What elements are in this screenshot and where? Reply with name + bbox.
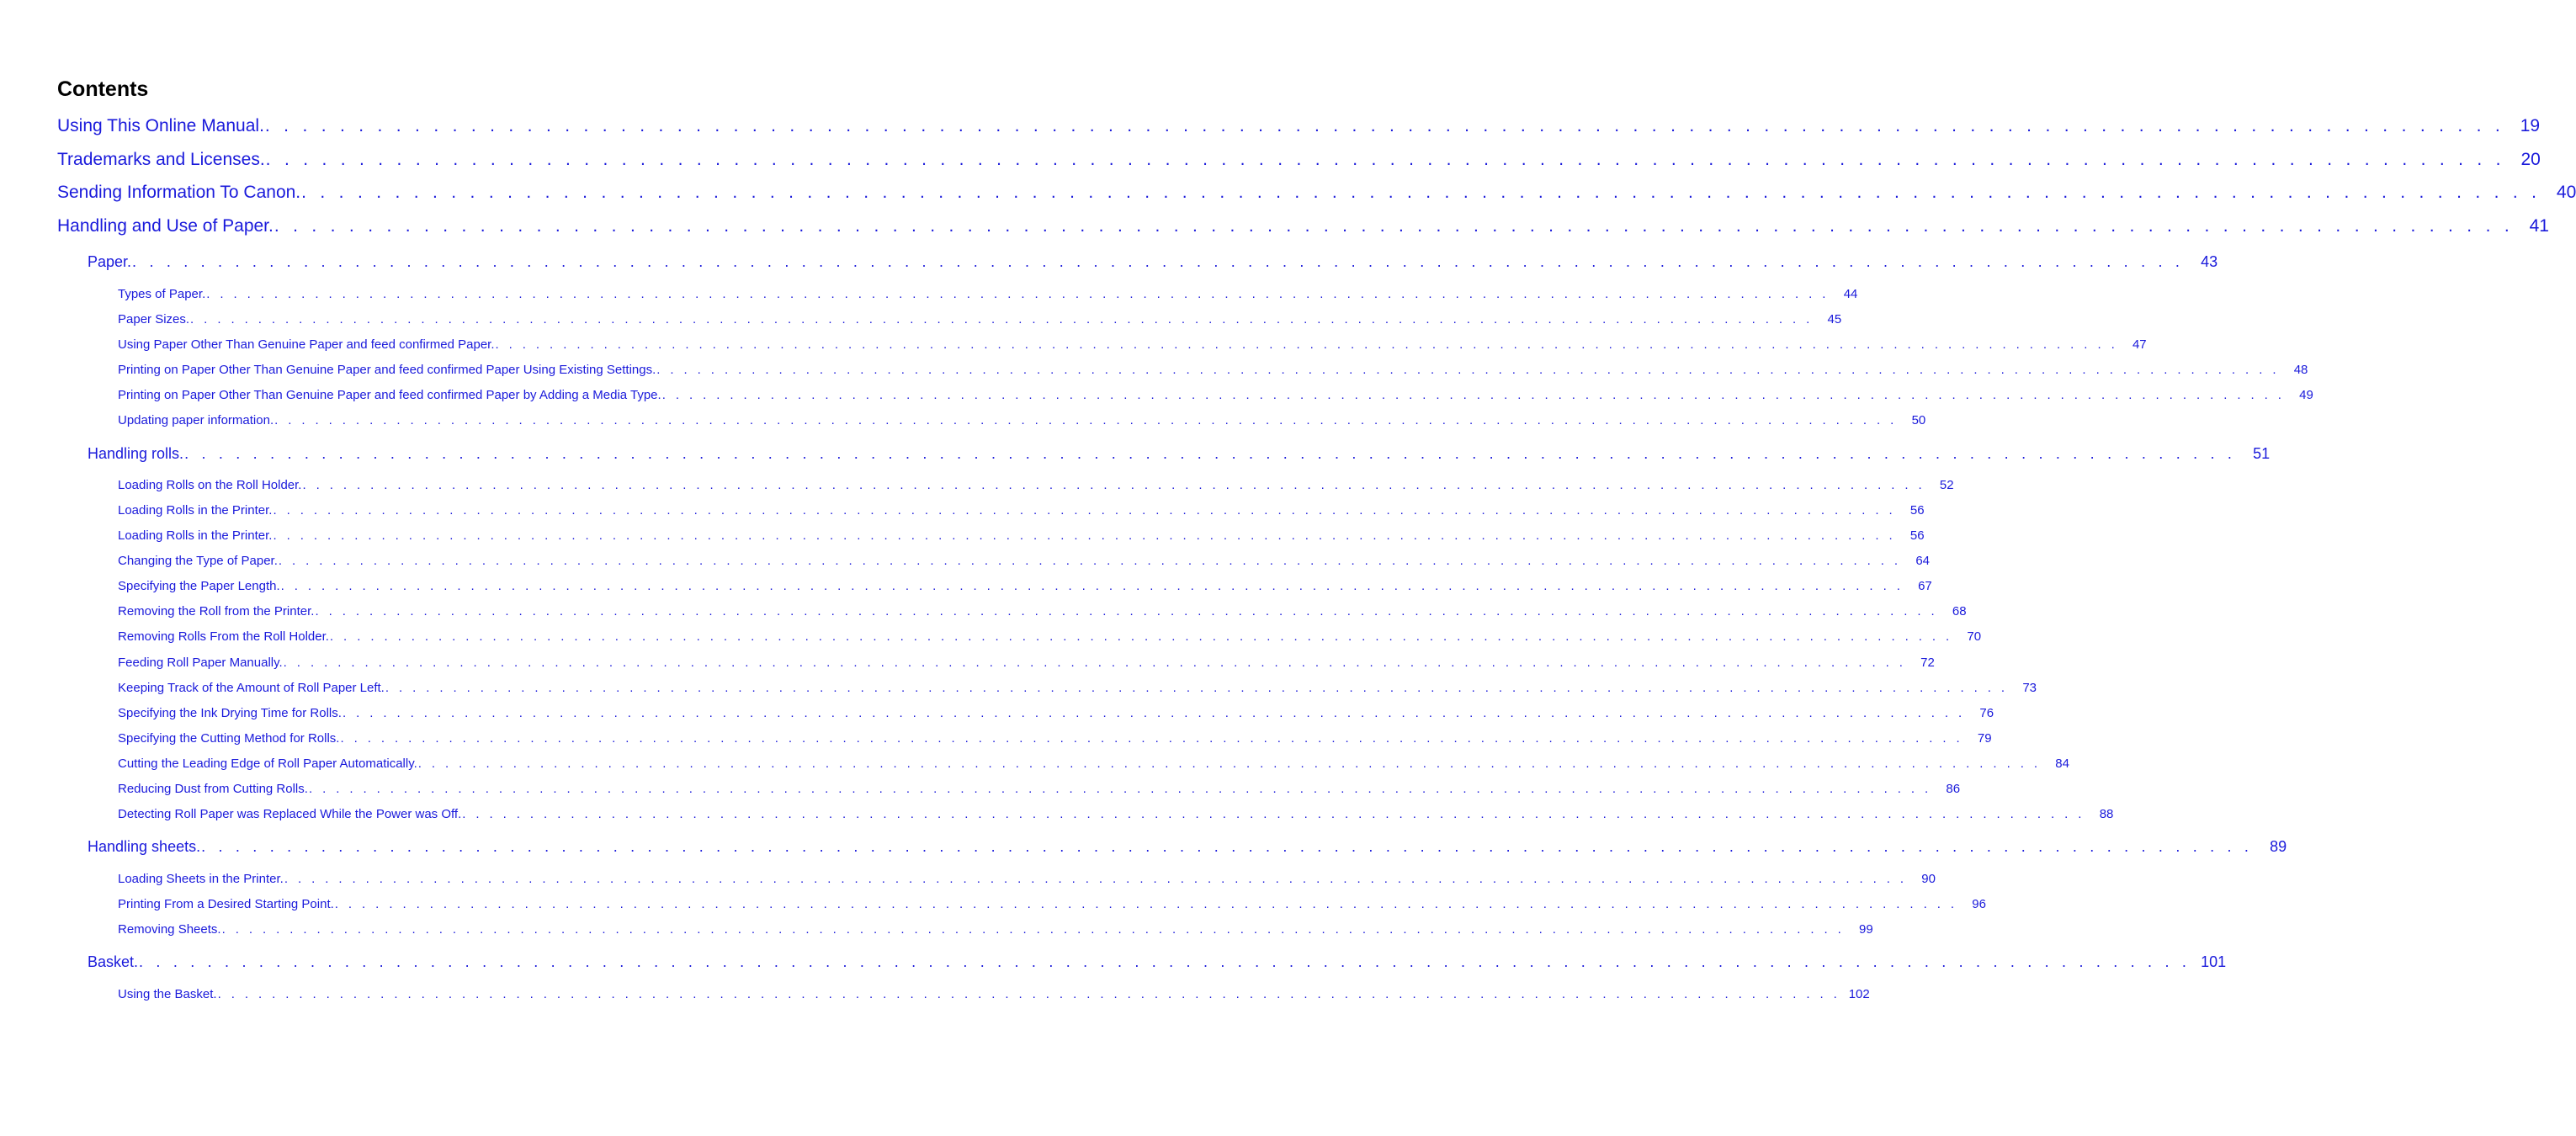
toc-entry-page-number: 49 xyxy=(2299,388,2313,402)
toc-entry-label: Paper Sizes. xyxy=(118,312,190,326)
toc-entry-level-3[interactable] xyxy=(118,312,1842,326)
toc-entry-label: Using the Basket. xyxy=(118,987,217,1001)
dot-leader: . . . . . . . . . . . . . . . . . . . . . . . . . . . . . . . . . . . . . . . . . . . . . . . . . . . . . . . . . . . . . . . . . . . . . . . . . . . . . . . . . . . . . . . . . . . . . . . . . . . . . . . . . . . . . . . . . . . . . . . . xyxy=(221,922,1845,937)
dot-leader: . . . . . . . . . . . . . . . . . . . . . . . . . . . . . . . . . . . . . . . . . . . . . . . . . . . . . . . . . . . . . . . . . . . . . . . . . . . . . . . . . . . . . . . . . . . . . . . . . . . . . . . . . . . . . . . . . . . . . . . . xyxy=(283,656,1906,670)
toc-entry-page-number: 52 xyxy=(1939,478,1954,492)
toc-entry-level-3[interactable] xyxy=(118,287,1858,301)
toc-entry-label: Sending Information To Canon. xyxy=(57,183,301,202)
toc-entry-page-number: 47 xyxy=(2132,337,2147,352)
toc-entry-level-3[interactable] xyxy=(118,629,1982,644)
toc-entry-page-number: 56 xyxy=(1909,528,1925,543)
dot-leader: . . . . . . . . . . . . . . . . . . . . . . . . . . . . . . . . . . . . . . . . . . . . . . . . . . . . . . . . . . . . . . . . . . . . . . . . . . . . . . . . . . . . . . . . . . . . . . . . . . . . . . . . . . . . . . . . . . . . . . . . xyxy=(132,253,2185,270)
toc-entry-label: Detecting Roll Paper was Replaced While the Power was Off. xyxy=(118,807,462,821)
toc-entry-label: Removing Rolls From the Roll Holder. xyxy=(118,629,329,644)
toc-entry-level-3[interactable] xyxy=(118,579,1932,593)
dot-leader: . . . . . . . . . . . . . . . . . . . . . . . . . . . . . . . . . . . . . . . . . . . . . . . . . . . . . . . . . . . . . . . . . . . . . . . . . . . . . . . . . . . . . . . . . . . . . . . . . . . . . . . . . . . . . . . . . . . . . . . . xyxy=(190,312,1814,326)
toc-entry-label: Loading Rolls on the Roll Holder. xyxy=(118,478,302,492)
dot-leader: . . . . . . . . . . . . . . . . . . . . . . . . . . . . . . . . . . . . . . . . . . . . . . . . . . . . . . . . . . . . . . . . . . . . . . . . . . . . . . . . . . . . . . . . . . . . . . . . . . . . . . . . . . . . . . . . . . . . . . . . xyxy=(334,897,1957,911)
toc-entry-level-2[interactable] xyxy=(88,253,2218,271)
toc-entry-label: Loading Rolls in the Printer. xyxy=(118,528,273,543)
toc-entry-page-number: 102 xyxy=(1848,987,1870,1001)
dot-leader: . . . . . . . . . . . . . . . . . . . . . . . . . . . . . . . . . . . . . . . . . . . . . . . . . . . . . . . . . . . . . . . . . . . . . . . . . . . . . . . . . . . . . . . . . . . . . . . . . . . . . . . . . . . . . . . . . . . . . . . . xyxy=(206,287,1830,301)
toc-entry-label: Loading Rolls in the Printer. xyxy=(118,503,273,518)
toc-entry-page-number: 90 xyxy=(1921,872,1936,886)
toc-entry-level-3[interactable] xyxy=(118,656,1935,670)
toc-entry-page-number: 86 xyxy=(1946,782,1961,796)
dot-leader: . . . . . . . . . . . . . . . . . . . . . . . . . . . . . . . . . . . . . . . . . . . . . . . . . . . . . . . . . . . . . . . . . . . . . . . . . . . . . . . . . . . . . . . . . . . . . . . . . . . . . . . . . . . . . . . . . . . . . . . . xyxy=(280,579,1904,593)
toc-entry-label: Specifying the Cutting Method for Rolls. xyxy=(118,731,340,746)
dot-leader: . . . . . . . . . . . . . . . . . . . . . . . . . . . . . . . . . . . . . . . . . . . . . . . . . . . . . . . . . . . . . . . . . . . . . . . . . . . . . . . . . . . . . . . . . . . . . . . . . . . . . . . . . . . . . . . . . . . . . . . . xyxy=(385,681,2008,695)
toc-entry-page-number: 96 xyxy=(1972,897,1986,911)
toc-entry-label: Changing the Type of Paper. xyxy=(118,554,278,568)
toc-entry-page-number: 99 xyxy=(1859,922,1873,937)
toc-entry-page-number: 19 xyxy=(2520,116,2541,135)
dot-leader: . . . . . . . . . . . . . . . . . . . . . . . . . . . . . . . . . . . . . . . . . . . . . . . . . . . . . . . . . . . . . . . . . . . . . . . . . . . . . . . . . . . . . . . . . . . . . . . . . . . . . . . . . . . . . . . . . . . . . . . . xyxy=(417,756,2041,771)
toc-entry-level-3[interactable] xyxy=(118,756,2069,771)
dot-leader: . . . . . . . . . . . . . . . . . . . . . . . . . . . . . . . . . . . . . . . . . . . . . . . . . . . . . . . . . . . . . . . . . . . . . . . . . . . . . . . . . . . . . . . . . . . . . . . . . . . . . . . . . . . . . . . . . . . . . . . . xyxy=(264,116,2505,135)
toc-entry-level-3[interactable] xyxy=(118,413,1926,427)
dot-leader: . . . . . . . . . . . . . . . . . . . . . . . . . . . . . . . . . . . . . . . . . . . . . . . . . . . . . . . . . . . . . . . . . . . . . . . . . . . . . . . . . . . . . . . . . . . . . . . . . . . . . . . . . . . . . . . . . . . . . . . . xyxy=(265,150,2505,169)
toc-entry-page-number: 67 xyxy=(1918,579,1932,593)
toc-entry-level-3[interactable] xyxy=(118,922,1873,937)
dot-leader: . . . . . . . . . . . . . . . . . . . . . . . . . . . . . . . . . . . . . . . . . . . . . . . . . . . . . . . . . . . . . . . . . . . . . . . . . . . . . . . . . . . . . . . . . . . . . . . . . . . . . . . . . . . . . . . . . . . . . . . . xyxy=(342,706,1966,720)
toc-entry-label: Types of Paper. xyxy=(118,287,206,301)
toc-entry-page-number: 101 xyxy=(2201,953,2227,970)
dot-leader: . . . . . . . . . . . . . . . . . . . . . . . . . . . . . . . . . . . . . . . . . . . . . . . . . . . . . . . . . . . . . . . . . . . . . . . . . . . . . . . . . . . . . . . . . . . . . . . . . . . . . . . . . . . . . . . . . . . . . . . . xyxy=(462,807,2085,821)
toc-entry-level-3[interactable] xyxy=(118,987,1870,1001)
dot-leader: . . . . . . . . . . . . . . . . . . . . . . . . . . . . . . . . . . . . . . . . . . . . . . . . . . . . . . . . . . . . . . . . . . . . . . . . . . . . . . . . . . . . . . . . . . . . . . . . . . . . . . . . . . . . . . . . . . . . . . . . xyxy=(217,987,1840,1001)
toc-entry-level-3[interactable] xyxy=(118,604,1967,618)
toc-entry-level-3[interactable] xyxy=(118,807,2114,821)
toc-entry-label: Reducing Dust from Cutting Rolls. xyxy=(118,782,308,796)
toc-entry-page-number: 73 xyxy=(2022,681,2037,695)
toc-entry-label: Trademarks and Licenses. xyxy=(57,150,265,169)
toc-entry-page-number: 64 xyxy=(1915,554,1931,568)
toc-entry-page-number: 68 xyxy=(1952,604,1967,618)
toc-entry-page-number: 40 xyxy=(2556,183,2576,202)
toc-entry-page-number: 84 xyxy=(2055,756,2069,771)
toc-entry-label: Feeding Roll Paper Manually. xyxy=(118,656,283,670)
toc-entry-label: Keeping Track of the Amount of Roll Paper Left. xyxy=(118,681,385,695)
dot-leader: . . . . . . . . . . . . . . . . . . . . . . . . . . . . . . . . . . . . . . . . . . . . . . . . . . . . . . . . . . . . . . . . . . . . . . . . . . . . . . . . . . . . . . . . . . . . . . . . . . . . . . . . . . . . . . . . . . . . . . . . xyxy=(308,782,1932,796)
toc-entry-page-number: 88 xyxy=(2099,807,2114,821)
toc-entry-level-3[interactable] xyxy=(118,337,2147,352)
toc-entry-label: Specifying the Ink Drying Time for Rolls. xyxy=(118,706,342,720)
toc-entry-page-number: 41 xyxy=(2529,216,2549,236)
dot-leader: . . . . . . . . . . . . . . . . . . . . . . . . . . . . . . . . . . . . . . . . . . . . . . . . . . . . . . . . . . . . . . . . . . . . . . . . . . . . . . . . . . . . . . . . . . . . . . . . . . . . . . . . . . . . . . . . . . . . . . . . xyxy=(315,604,1938,618)
toc-entry-label: Updating paper information. xyxy=(118,413,274,427)
toc-entry-level-2[interactable] xyxy=(88,445,2271,463)
dot-leader: . . . . . . . . . . . . . . . . . . . . . . . . . . . . . . . . . . . . . . . . . . . . . . . . . . . . . . . . . . . . . . . . . . . . . . . . . . . . . . . . . . . . . . . . . . . . . . . . . . . . . . . . . . . . . . . . . . . . . . . . xyxy=(139,953,2191,970)
toc-entry-label: Printing on Paper Other Than Genuine Paper and feed confirmed Paper by Adding a Media Type. xyxy=(118,388,661,402)
toc-entry-page-number: 56 xyxy=(1909,503,1925,518)
dot-leader: . . . . . . . . . . . . . . . . . . . . . . . . . . . . . . . . . . . . . . . . . . . . . . . . . . . . . . . . . . . . . . . . . . . . . . . . . . . . . . . . . . . . . . . . . . . . . . . . . . . . . . . . . . . . . . . . . . . . . . . . xyxy=(302,478,1925,492)
toc-entry-level-3[interactable] xyxy=(118,681,2037,695)
dot-leader: . . . . . . . . . . . . . . . . . . . . . . . . . . . . . . . . . . . . . . . . . . . . . . . . . . . . . . . . . . . . . . . . . . . . . . . . . . . . . . . . . . . . . . . . . . . . . . . . . . . . . . . . . . . . . . . . . . . . . . . . xyxy=(329,629,1953,644)
toc-entry-label: Printing on Paper Other Than Genuine Paper and feed confirmed Paper Using Existing Settings. xyxy=(118,363,656,377)
toc-entry-level-1[interactable] xyxy=(57,150,2541,170)
dot-leader: . . . . . . . . . . . . . . . . . . . . . . . . . . . . . . . . . . . . . . . . . . . . . . . . . . . . . . . . . . . . . . . . . . . . . . . . . . . . . . . . . . . . . . . . . . . . . . . . . . . . . . . . . . . . . . . . . . . . . . . . xyxy=(661,388,2285,402)
toc-entry-page-number: 89 xyxy=(2270,838,2287,855)
toc-entry-page-number: 51 xyxy=(2253,445,2271,462)
dot-leader: . . . . . . . . . . . . . . . . . . . . . . . . . . . . . . . . . . . . . . . . . . . . . . . . . . . . . . . . . . . . . . . . . . . . . . . . . . . . . . . . . . . . . . . . . . . . . . . . . . . . . . . . . . . . . . . . . . . . . . . . xyxy=(495,337,2118,352)
toc-entry-label: Removing Sheets. xyxy=(118,922,221,937)
dot-leader: . . . . . . . . . . . . . . . . . . . . . . . . . . . . . . . . . . . . . . . . . . . . . . . . . . . . . . . . . . . . . . . . . . . . . . . . . . . . . . . . . . . . . . . . . . . . . . . . . . . . . . . . . . . . . . . . . . . . . . . . xyxy=(273,528,1896,543)
toc-entry-label: Removing the Roll from the Printer. xyxy=(118,604,315,618)
toc-entry-page-number: 70 xyxy=(1967,629,1982,644)
dot-leader: . . . . . . . . . . . . . . . . . . . . . . . . . . . . . . . . . . . . . . . . . . . . . . . . . . . . . . . . . . . . . . . . . . . . . . . . . . . . . . . . . . . . . . . . . . . . . . . . . . . . . . . . . . . . . . . . . . . . . . . . xyxy=(201,838,2254,855)
toc-entry-page-number: 45 xyxy=(1827,312,1842,326)
toc-entry-level-3[interactable] xyxy=(118,872,1936,886)
toc-entry-label: Paper. xyxy=(88,253,132,270)
toc-entry-page-number: 43 xyxy=(2201,253,2218,270)
dot-leader: . . . . . . . . . . . . . . . . . . . . . . . . . . . . . . . . . . . . . . . . . . . . . . . . . . . . . . . . . . . . . . . . . . . . . . . . . . . . . . . . . . . . . . . . . . . . . . . . . . . . . . . . . . . . . . . . . . . . . . . . xyxy=(301,183,2541,202)
toc-entry-level-2[interactable] xyxy=(88,953,2227,971)
dot-leader: . . . . . . . . . . . . . . . . . . . . . . . . . . . . . . . . . . . . . . . . . . . . . . . . . . . . . . . . . . . . . . . . . . . . . . . . . . . . . . . . . . . . . . . . . . . . . . . . . . . . . . . . . . . . . . . . . . . . . . . . xyxy=(656,363,2280,377)
toc-entry-page-number: 76 xyxy=(1979,706,1994,720)
dot-leader: . . . . . . . . . . . . . . . . . . . . . . . . . . . . . . . . . . . . . . . . . . . . . . . . . . . . . . . . . . . . . . . . . . . . . . . . . . . . . . . . . . . . . . . . . . . . . . . . . . . . . . . . . . . . . . . . . . . . . . . . xyxy=(340,731,1963,746)
toc-entry-level-2[interactable] xyxy=(88,838,2287,856)
toc-entry-page-number: 48 xyxy=(2293,363,2308,377)
dot-leader: . . . . . . . . . . . . . . . . . . . . . . . . . . . . . . . . . . . . . . . . . . . . . . . . . . . . . . . . . . . . . . . . . . . . . . . . . . . . . . . . . . . . . . . . . . . . . . . . . . . . . . . . . . . . . . . . . . . . . . . . xyxy=(274,216,2514,236)
toc-entry-level-3[interactable] xyxy=(118,706,1994,720)
toc-entry-level-3[interactable] xyxy=(118,478,1954,492)
toc-entry-level-1[interactable] xyxy=(57,216,2549,236)
toc-entry-level-1[interactable] xyxy=(57,183,2576,203)
toc-entry-page-number: 20 xyxy=(2520,150,2541,169)
toc-entry-label: Printing From a Desired Starting Point. xyxy=(118,897,334,911)
toc-entry-label: Cutting the Leading Edge of Roll Paper Automatically. xyxy=(118,756,417,771)
dot-leader: . . . . . . . . . . . . . . . . . . . . . . . . . . . . . . . . . . . . . . . . . . . . . . . . . . . . . . . . . . . . . . . . . . . . . . . . . . . . . . . . . . . . . . . . . . . . . . . . . . . . . . . . . . . . . . . . . . . . . . . . xyxy=(284,872,1907,886)
toc-entry-label: Handling sheets. xyxy=(88,838,201,855)
toc-entry-level-3[interactable] xyxy=(118,388,2313,402)
toc-entry-page-number: 72 xyxy=(1920,656,1935,670)
toc-entry-page-number: 79 xyxy=(1977,731,1992,746)
dot-leader: . . . . . . . . . . . . . . . . . . . . . . . . . . . . . . . . . . . . . . . . . . . . . . . . . . . . . . . . . . . . . . . . . . . . . . . . . . . . . . . . . . . . . . . . . . . . . . . . . . . . . . . . . . . . . . . . . . . . . . . . xyxy=(273,503,1896,518)
toc-entry-label: Loading Sheets in the Printer. xyxy=(118,872,284,886)
toc-entry-label: Handling and Use of Paper. xyxy=(57,216,274,236)
toc-entry-level-3[interactable] xyxy=(118,731,1992,746)
toc-entry-level-3[interactable] xyxy=(118,503,1925,518)
toc-entry-label: Specifying the Paper Length. xyxy=(118,579,280,593)
toc-entry-level-3[interactable] xyxy=(118,554,1931,568)
dot-leader: . . . . . . . . . . . . . . . . . . . . . . . . . . . . . . . . . . . . . . . . . . . . . . . . . . . . . . . . . . . . . . . . . . . . . . . . . . . . . . . . . . . . . . . . . . . . . . . . . . . . . . . . . . . . . . . . . . . . . . . . xyxy=(184,445,2237,462)
toc-entry-level-1[interactable] xyxy=(57,116,2541,136)
page-title: Contents xyxy=(57,77,149,101)
dot-leader: . . . . . . . . . . . . . . . . . . . . . . . . . . . . . . . . . . . . . . . . . . . . . . . . . . . . . . . . . . . . . . . . . . . . . . . . . . . . . . . . . . . . . . . . . . . . . . . . . . . . . . . . . . . . . . . . . . . . . . . . xyxy=(274,413,1898,427)
toc-entry-level-3[interactable] xyxy=(118,897,1986,911)
dot-leader: . . . . . . . . . . . . . . . . . . . . . . . . . . . . . . . . . . . . . . . . . . . . . . . . . . . . . . . . . . . . . . . . . . . . . . . . . . . . . . . . . . . . . . . . . . . . . . . . . . . . . . . . . . . . . . . . . . . . . . . . xyxy=(278,554,1902,568)
toc-entry-label: Using Paper Other Than Genuine Paper and feed confirmed Paper. xyxy=(118,337,495,352)
toc-entry-level-3[interactable] xyxy=(118,528,1925,543)
toc-entry-label: Handling rolls. xyxy=(88,445,184,462)
toc-entry-level-3[interactable] xyxy=(118,363,2308,377)
toc-entry-level-3[interactable] xyxy=(118,782,1961,796)
toc-entry-page-number: 44 xyxy=(1843,287,1858,301)
toc-entry-label: Using This Online Manual. xyxy=(57,116,264,135)
toc-entry-label: Basket. xyxy=(88,953,139,970)
toc-entry-page-number: 50 xyxy=(1911,413,1926,427)
